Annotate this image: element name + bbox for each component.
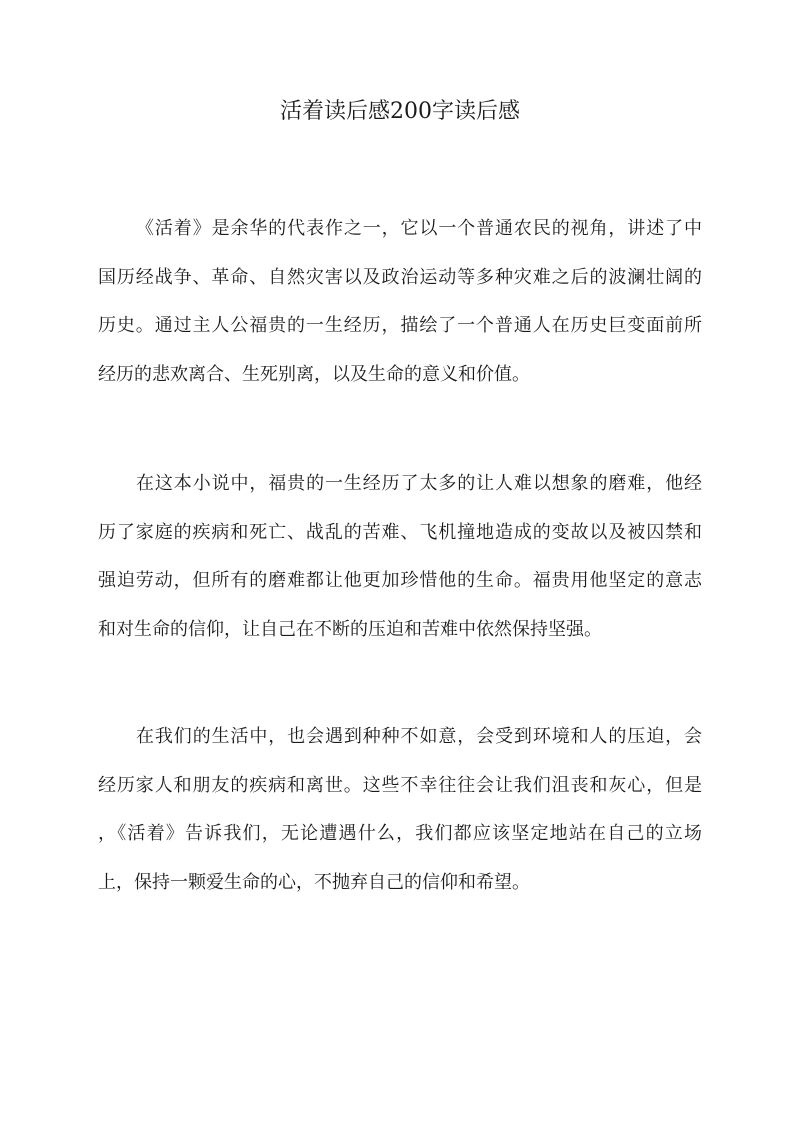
document-title: 活着读后感200字读后感 xyxy=(280,99,520,124)
paragraph-line: 历史。通过主人公福贵的一生经历，描绘了一个普通人在历史巨变面前所 xyxy=(98,315,702,336)
paragraph-2 xyxy=(98,460,702,654)
paragraph-line: 国历经战争、革命、自然灾害以及政治运动等多种灾难之后的波澜壮阔的 xyxy=(98,266,702,288)
paragraph-line: 强迫劳动，但所有的磨难都让他更加珍惜他的生命。福贵用他坚定的意志 xyxy=(98,570,702,591)
paragraph-3 xyxy=(98,713,702,907)
paragraph-line: 历了家庭的疾病和死亡、战乱的苦难、飞机撞地造成的变故以及被囚禁和 xyxy=(98,521,702,543)
paragraph-1 xyxy=(98,205,702,399)
paragraph-line: 上，保持一颗爱生命的心，不抛弃自己的信仰和希望。 xyxy=(98,871,530,893)
paragraph-line: 在这本小说中，福贵的一生经历了太多的让人难以想象的磨难，他经 xyxy=(136,473,702,494)
paragraph-line: 经历的悲欢离合、生死别离，以及生命的意义和价值。 xyxy=(98,363,530,385)
paragraph-line: 经历家人和朋友的疾病和离世。这些不幸往往会让我们沮丧和灰心，但是 xyxy=(98,774,702,796)
paragraph-line: ，《活着》告诉我们，无论遭遇什么，我们都应该坚定地站在自己的立场 xyxy=(98,823,702,844)
paragraph-line: 和对生命的信仰，让自己在不断的压迫和苦难中依然保持坚强。 xyxy=(98,618,602,640)
paragraph-line: 在我们的生活中，也会遇到种种不如意，会受到环境和人的压迫，会 xyxy=(136,726,702,747)
paragraph-line: 《活着》是余华的代表作之一，它以一个普通农民的视角，讲述了中 xyxy=(136,218,702,239)
